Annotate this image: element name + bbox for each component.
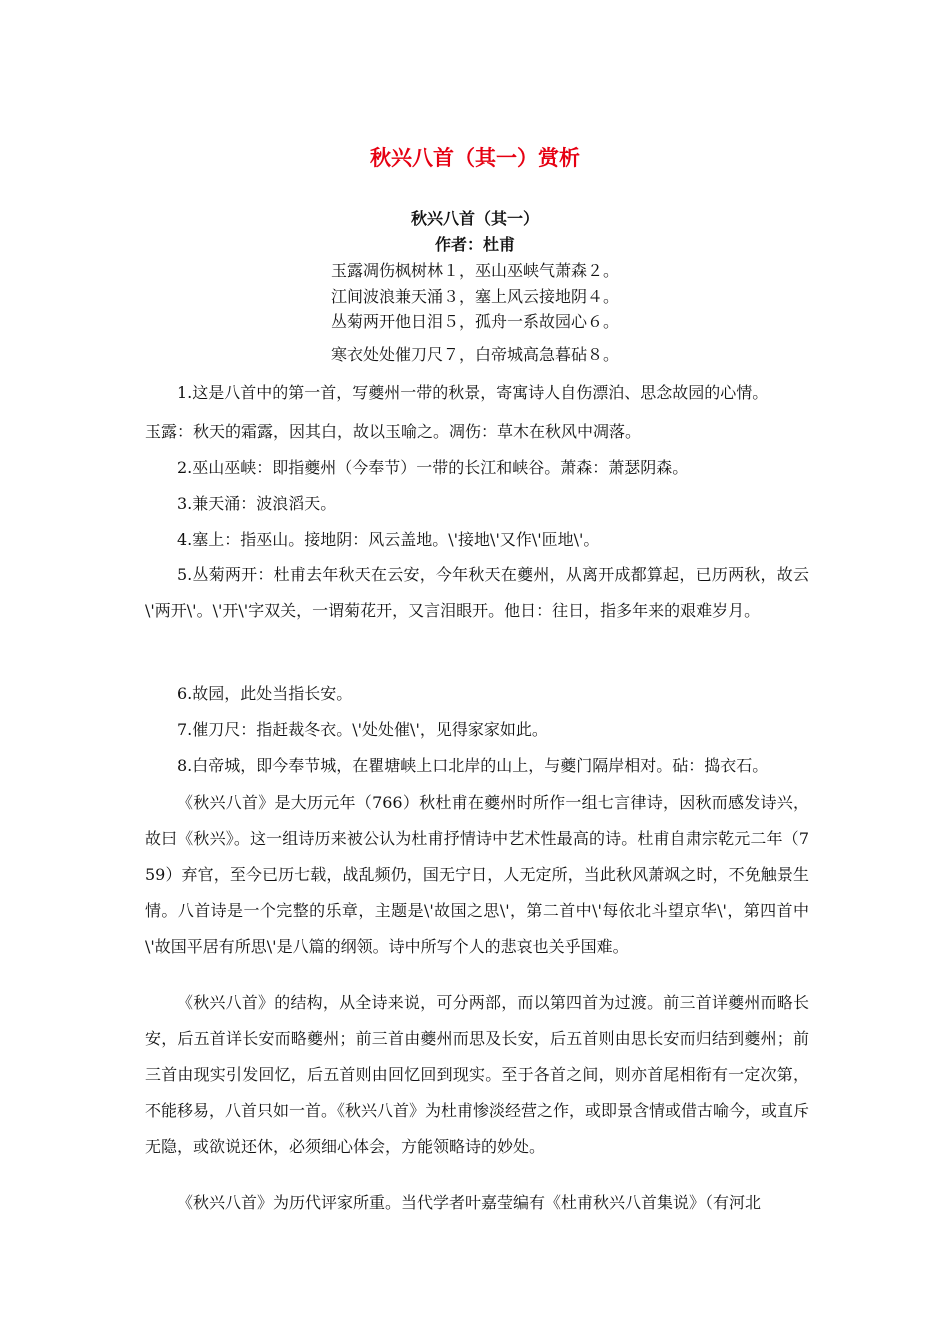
note-6: 6.故园，此处当指长安。 [177, 684, 353, 703]
poem-line: 江间波浪兼天涌３，塞上风云接地阴４。 [330, 287, 619, 306]
body-paragraph-2: 《秋兴八首》的结构，从全诗来说，可分两部，而以第四首为过渡。前三首详夔州而略长安，后五首详长安而略夔州；前三首由夔州而思及长安，后五首则由思长安而归结到夔州；前三首由现实引发回忆，后五首则由回忆回到现实。至于各首之间，则亦首尾相衔有一定次第，不能移易，八首只如一首。《秋兴八首》为杜甫惨淡经营之作，或即景含情或借古喻今，或直斥无隐，或欲说还休，必须细心体会，方能领略诗的妙处。 [145, 993, 810, 1156]
note-2: 2.巫山巫峡：即指夔州（今奉节）一带的长江和峡谷。萧森：萧瑟阴森。 [177, 458, 689, 477]
poem-line: 寒衣处处催刀尺７，白帝城高急暮砧８。 [330, 345, 619, 364]
body-paragraph-1: 《秋兴八首》是大历元年（766）秋杜甫在夔州时所作一组七言律诗，因秋而感发诗兴，故曰《秋兴》。这一组诗历来被公认为杜甫抒情诗中艺术性最高的诗。杜甫自肃宗乾元二年（759）弃官，至今已历七载，战乱频仍，国无宁日，人无定所，当此秋风萧飒之时，不免触景生情。八首诗是一个完整的乐章，主题是\'故国之思\'，第二首中\'每依北斗望京华\'，第四首中\'故国平居有所思\'是八篇的纲领。诗中所写个人的悲哀也关乎国难。 [145, 793, 809, 956]
note-4: 4.塞上：指巫山。接地阴：风云盖地。\'接地\'又作\'匝地\'。 [177, 530, 600, 549]
note-5: 5.丛菊两开：杜甫去年秋天在云安，今年秋天在夔州，从离开成都算起，已历两秋，故云\'两开\'。\'开\'字双关，一谓菊花开，又言泪眼开。他日：往日，指多年来的艰难岁月。 [145, 565, 809, 620]
note-1: 1.这是八首中的第一首，写夔州一带的秋景，寄寓诗人自伤漂泊、思念故园的心情。 [177, 383, 769, 402]
note-7: 7.催刀尺：指赶裁冬衣。\'处处催\'，见得家家如此。 [177, 720, 548, 739]
note-1-continued: 玉露：秋天的霜露，因其白，故以玉喻之。凋伤：草木在秋风中凋落。 [145, 422, 642, 441]
poem-line: 玉露凋伤枫树林１，巫山巫峡气萧森２。 [330, 261, 619, 280]
poem-author: 作者：杜甫 [434, 235, 515, 254]
body-paragraph-3: 《秋兴八首》为历代评家所重。当代学者叶嘉莹编有《杜甫秋兴八首集说》（有河北 [177, 1193, 762, 1212]
page-title: 秋兴八首（其一）赏析 [370, 145, 580, 170]
poem-title: 秋兴八首（其一） [410, 209, 539, 228]
note-3: 3.兼天涌：波浪滔天。 [177, 494, 337, 513]
poem-line: 丛菊两开他日泪５，孤舟一系故园心６。 [330, 312, 619, 331]
note-8: 8.白帝城，即今奉节城，在瞿塘峡上口北岸的山上，与夔门隔岸相对。砧：捣衣石。 [177, 756, 769, 775]
